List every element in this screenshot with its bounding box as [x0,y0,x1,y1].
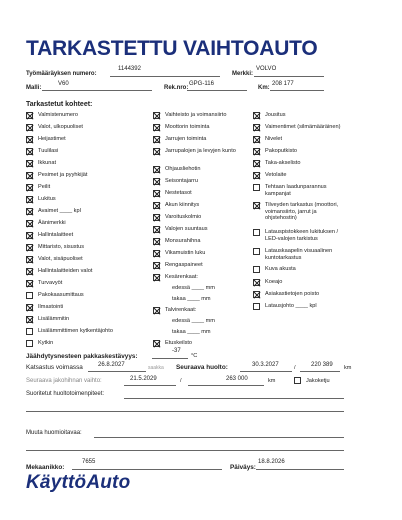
item-label: Turvavyöt [38,280,63,286]
next-service-sep: / [294,365,296,371]
tire-depth-front-summer[interactable]: edessä ____ mm [172,285,215,291]
document-title: TARKASTETTU VAIHTOAUTO [26,37,318,60]
next-service-km-line [300,371,340,372]
checkbox-latausjohto[interactable] [253,303,260,310]
item-label: Avaimet ____ kpl [38,208,81,214]
item-label: Nestetasot [165,190,192,196]
service-done-label: Suoritetut huoltotoimenpiteet: [26,391,105,397]
tire-depth-rear-summer[interactable]: takaa ____ mm [172,296,211,302]
item-label: Vaimentimet (silmämääräinen) [265,124,341,130]
checkbox-vaimentimet[interactable] [253,124,260,131]
item-label: Vaihteisto ja voimansiirto [165,112,227,118]
item-label: Latauspistokkeen lukituksen / LED-valojen tarkistus [265,229,339,242]
item-label: Hallintalaitteet [38,232,74,238]
item-label: Valot, sisäpuoliset [38,256,83,262]
item-label: Vikamuistin luku [165,250,206,256]
next-service-km[interactable]: 220 389 [311,362,333,368]
item-label: Vetolaite [265,172,287,178]
make-value[interactable]: VOLVO [256,66,277,72]
item-label: Akun kiinnitys [165,202,200,208]
item-label: Pesimet ja pyyhkijät [38,172,88,178]
item-label: Varoituskolmio [165,214,202,220]
checkbox-valot-ulko[interactable] [26,124,33,131]
notes-label: Muuta huomioitavaa: [26,430,82,436]
checkbox-valmistenumero[interactable] [26,112,33,119]
date-label: Päiväys: [230,464,256,471]
item-label: Lisälämmitin [38,316,70,322]
coolant-unit: °C [191,353,198,359]
checkbox-hallintalaitteiden-valot[interactable] [26,268,33,275]
next-belt-date[interactable]: 21.5.2029 [130,376,157,382]
order-number-label: Työmääräyksen numero: [26,71,97,77]
checkbox-pesimet[interactable] [26,172,33,179]
checkbox-tilveyden-tarkastus[interactable] [253,202,260,209]
checkbox-valojen-suuntaus[interactable] [153,226,160,233]
reg-label: Rek.nro: [164,85,189,91]
item-label: Valmistenumero [38,112,78,118]
item-label: Kytkin [38,340,54,346]
item-label: Pakokaasumittaus [38,292,84,298]
item-label: Pakoputkisto [265,148,298,154]
checkbox-nivelet[interactable] [253,136,260,143]
checkbox-latauskaapeli[interactable] [253,248,260,255]
inspection-line [88,371,146,372]
checkbox-jousitus[interactable] [253,112,260,119]
tire-depth-rear-winter[interactable]: takaa ____ mm [172,329,211,335]
item-label: Latausjohto ____ kpl [265,303,317,309]
checkbox-varoituskolmio[interactable] [153,214,160,221]
checkbox-kesarenkaat[interactable] [153,274,160,281]
km-value[interactable]: 208 177 [272,81,294,87]
item-label: Talvirenkaat: [165,307,197,313]
checkbox-vikamuisti[interactable] [153,250,160,257]
checkbox-lisalammitin[interactable] [26,316,33,323]
item-label: Tehtaan laadunparannus kampanjat [265,184,327,197]
checkbox-taka-akselisto[interactable] [253,160,260,167]
item-label: Jarrujen toiminta [165,136,207,142]
item-label: Äänimerkki [38,220,66,226]
item-label: Koeajo [265,279,283,285]
next-service-date[interactable]: 30.3.2027 [252,362,279,368]
section-title: Tarkastetut kohteet: [26,101,93,108]
item-label: Tuulilasi [38,148,59,154]
order-number-line [110,76,220,77]
item-label: Jarrupalojen ja levyjen kunto [165,148,236,154]
item-label: Ilmastointi [38,304,64,310]
checkbox-akku[interactable] [153,202,160,209]
service-done-line-2[interactable] [26,411,344,412]
item-label: Hallintalaitteiden valot [38,268,93,274]
next-service-unit: km [344,365,352,371]
checkbox-ilmastointi[interactable] [26,304,33,311]
item-label: Ikkunat [38,160,57,166]
coolant-line [152,358,188,359]
next-belt-km[interactable]: 263 000 [226,376,248,382]
reg-value[interactable]: GPG-116 [189,81,214,87]
checkbox-valot-sisa[interactable] [26,256,33,263]
coolant-value[interactable]: -37 [172,348,181,354]
next-belt-date-line [124,385,176,386]
item-label: Rengaspaineet [165,262,203,268]
item-label: Moottorin toiminta [165,124,210,130]
date-line [256,469,344,470]
checkbox-kytkin[interactable] [26,340,33,347]
item-label: Kesärenkaat: [165,274,198,280]
checkbox-peilit[interactable] [26,184,33,191]
model-line [42,90,152,91]
next-belt-sep: / [180,378,182,384]
checkbox-asiakastiedot[interactable] [253,291,260,298]
item-label: Mittaristo, sisustus [38,244,85,250]
item-label: Monsurahihna [165,238,201,244]
mechanic-value[interactable]: 7655 [82,459,96,465]
item-label: Etuskeilsto [165,340,193,346]
checkbox-heijastimet[interactable] [26,136,33,143]
checkbox-ikkunat[interactable] [26,160,33,167]
inspection-suffix: saakka [148,365,164,371]
notes-line-1[interactable] [94,437,344,438]
reg-line [187,90,247,91]
checkbox-aanimerkki[interactable] [26,220,33,227]
item-label: Nivelet [265,136,283,142]
date-value[interactable]: 18.8.2026 [258,459,285,465]
checkbox-seisontajarru[interactable] [153,178,160,185]
km-label: Km: [258,85,270,91]
model-label: Malli: [26,85,42,91]
checkbox-jarrut[interactable] [153,136,160,143]
next-belt-unit: km [268,378,276,384]
checkbox-vaihteisto[interactable] [153,112,160,119]
checkbox-etuskeilsto[interactable] [153,340,160,347]
checkbox-jakoketju[interactable] [294,377,301,384]
inspection-value[interactable]: 26.8.2027 [98,362,125,368]
item-label: Valot, ulkopuoliset [38,124,83,130]
item-label: Asiakastietojen poisto [265,291,320,297]
item-label: Heijastimet [38,136,66,142]
item-label: Seisontajarru [165,178,198,184]
checkbox-mittaristo[interactable] [26,244,33,251]
item-label: Kuva akusta [265,266,296,272]
item-label: Ohjausliehotin [165,166,201,172]
jakoketju-label: Jakoketju [306,378,330,384]
inspection-label: Katsastus voimassa [26,364,83,371]
item-label: Jousitus [265,112,286,118]
checkbox-pakoputkisto[interactable] [253,148,260,155]
item-label: Tilveyden tarkastus (moottori, voimansiirto, jarrut ja ohjstehostin) [265,202,339,222]
mechanic-label: Mekaanikko: [26,464,65,471]
checkbox-kytkentajohto[interactable] [26,328,33,335]
checkbox-jarrupalat[interactable] [153,148,160,155]
checkbox-ohjausliehotin[interactable] [153,166,160,173]
service-done-line-1[interactable] [124,398,344,399]
item-label: Taka-akselisto [265,160,301,166]
checkbox-turvavyot[interactable] [26,280,33,287]
checkbox-avaimet[interactable] [26,208,33,215]
checkbox-monsurahihna[interactable] [153,238,160,245]
checkbox-tuulilasi[interactable] [26,148,33,155]
checkbox-kuva-akusta[interactable] [253,266,260,273]
next-service-date-line [240,371,292,372]
item-label: Valojen suuntaus [165,226,208,232]
checkbox-koeajo[interactable] [253,279,260,286]
tire-depth-front-winter[interactable]: edessä ____ mm [172,318,215,324]
item-label: Latauskaapelin visuaalinen kuntotarkastus [265,248,333,261]
checkbox-hallintalaitteet[interactable] [26,232,33,239]
checkbox-kampanjat[interactable] [253,184,260,191]
make-line [254,76,324,77]
checkbox-talvirenkaat[interactable] [153,307,160,314]
item-label: Lukitus [38,196,56,202]
checkbox-pakokaasumittaus[interactable] [26,292,33,299]
next-service-label: Seuraava huolto: [176,364,228,371]
make-label: Merkki: [232,71,254,77]
order-number-value[interactable]: 1144392 [118,66,141,72]
checkbox-vetolaite[interactable] [253,172,260,179]
checkbox-latauspistoke[interactable] [253,229,260,236]
checkbox-lukitus[interactable] [26,196,33,203]
next-belt-km-line [188,385,264,386]
model-value[interactable]: V60 [58,81,69,87]
km-line [270,90,324,91]
next-belt-label: Seuraava jakohihnan vaihto: [26,378,102,384]
checkbox-rengaspaineet[interactable] [153,262,160,269]
brand-logo: KäyttöAuto [26,472,131,493]
checkbox-nestetasot[interactable] [153,190,160,197]
item-label: Lisälämmittimen kytkentäjohto [38,328,113,334]
checkbox-moottori[interactable] [153,124,160,131]
notes-line-2[interactable] [26,450,344,451]
mechanic-line [72,469,222,470]
item-label: Peilit [38,184,51,190]
coolant-label: Jäähdytysnesteen pakkaskestävyys: [26,353,138,360]
